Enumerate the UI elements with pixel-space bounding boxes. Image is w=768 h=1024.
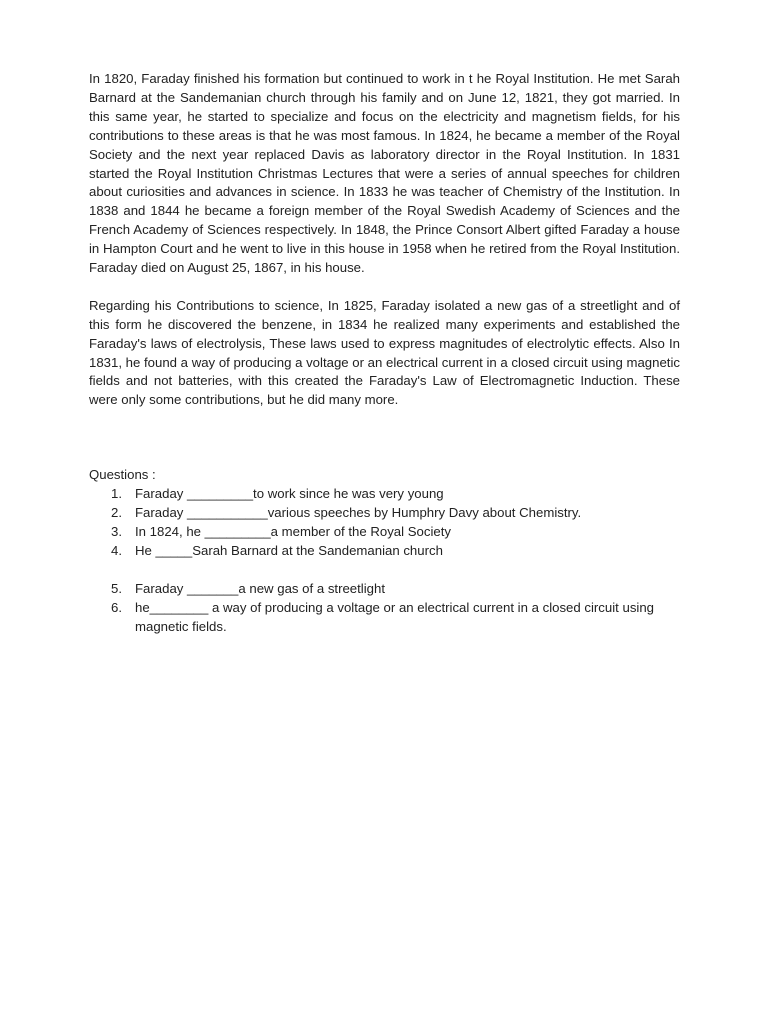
- question-number: 4.: [111, 542, 122, 558]
- paragraph-contributions: Regarding his Contributions to science, In 1825, Faraday isolated a new gas of a streetlight and of this form he discovered the benzene, in 1834 he realized many experiments and established the Faraday's laws of electrolysis, These laws used to express magnitudes of electrolytic effects. Also In 1831, he found a way of producing a voltage or an electrical current in a closed circuit using magnetic fields and not batteries, with this created the Faraday's Law of Electromagnetic Induction. These were only some contributions, but he did many more.: [89, 297, 680, 408]
- questions-section: [89, 466, 680, 636]
- paragraph-biography: In 1820, Faraday finished his formation but continued to work in t he Royal Institution. He met Sarah Barnard at the Sandemanian church through his family and on June 12, 1821, they got married. In this same year, he started to specialize and focus on the electricity and magnetism fields, for his contributions to these areas is that he was most famous. In 1824, he became a member of the Royal Society and the next year replaced Davis as laboratory director in the Royal Institution. In 1831 started the Royal Institution Christmas Lectures that were a series of annual speeches for children about curiosities and advances in science. In 1833 he was teacher of Chemistry of the Institution. In 1838 and 1844 he became a foreign member of the Royal Swedish Academy of Sciences and the French Academy of Sciences respectively. In 1848, the Prince Consort Albert gifted Faraday a house in Hampton Court and he went to live in this house in 1958 when he retired from the Royal Institution. Faraday died on August 25, 1867, in his house.: [89, 71, 680, 276]
- question-item: [89, 580, 680, 599]
- question-text: In 1824, he _________a member of the Royal Society: [135, 524, 451, 540]
- question-item: [89, 485, 680, 504]
- question-text: Faraday _______a new gas of a streetlight: [135, 580, 385, 596]
- question-text: He _____Sarah Barnard at the Sandemanian church: [135, 542, 443, 558]
- question-text: Faraday _________to work since he was very young: [135, 486, 444, 502]
- questions-list: [89, 485, 680, 636]
- questions-heading: Questions :: [89, 467, 156, 483]
- question-item: [89, 542, 680, 561]
- question-item: [89, 523, 680, 542]
- question-number: 2.: [111, 505, 122, 521]
- question-number: 5.: [111, 580, 122, 596]
- question-text: he________ a way of producing a voltage or an electrical current in a closed circuit using magnetic fields.: [135, 599, 655, 634]
- question-item: [89, 504, 680, 523]
- question-number: 6.: [111, 599, 122, 615]
- question-number: 3.: [111, 524, 122, 540]
- question-number: 1.: [111, 486, 122, 502]
- question-item: [89, 599, 680, 637]
- question-text: Faraday ___________various speeches by Humphry Davy about Chemistry.: [135, 505, 582, 521]
- document-page: [89, 70, 680, 636]
